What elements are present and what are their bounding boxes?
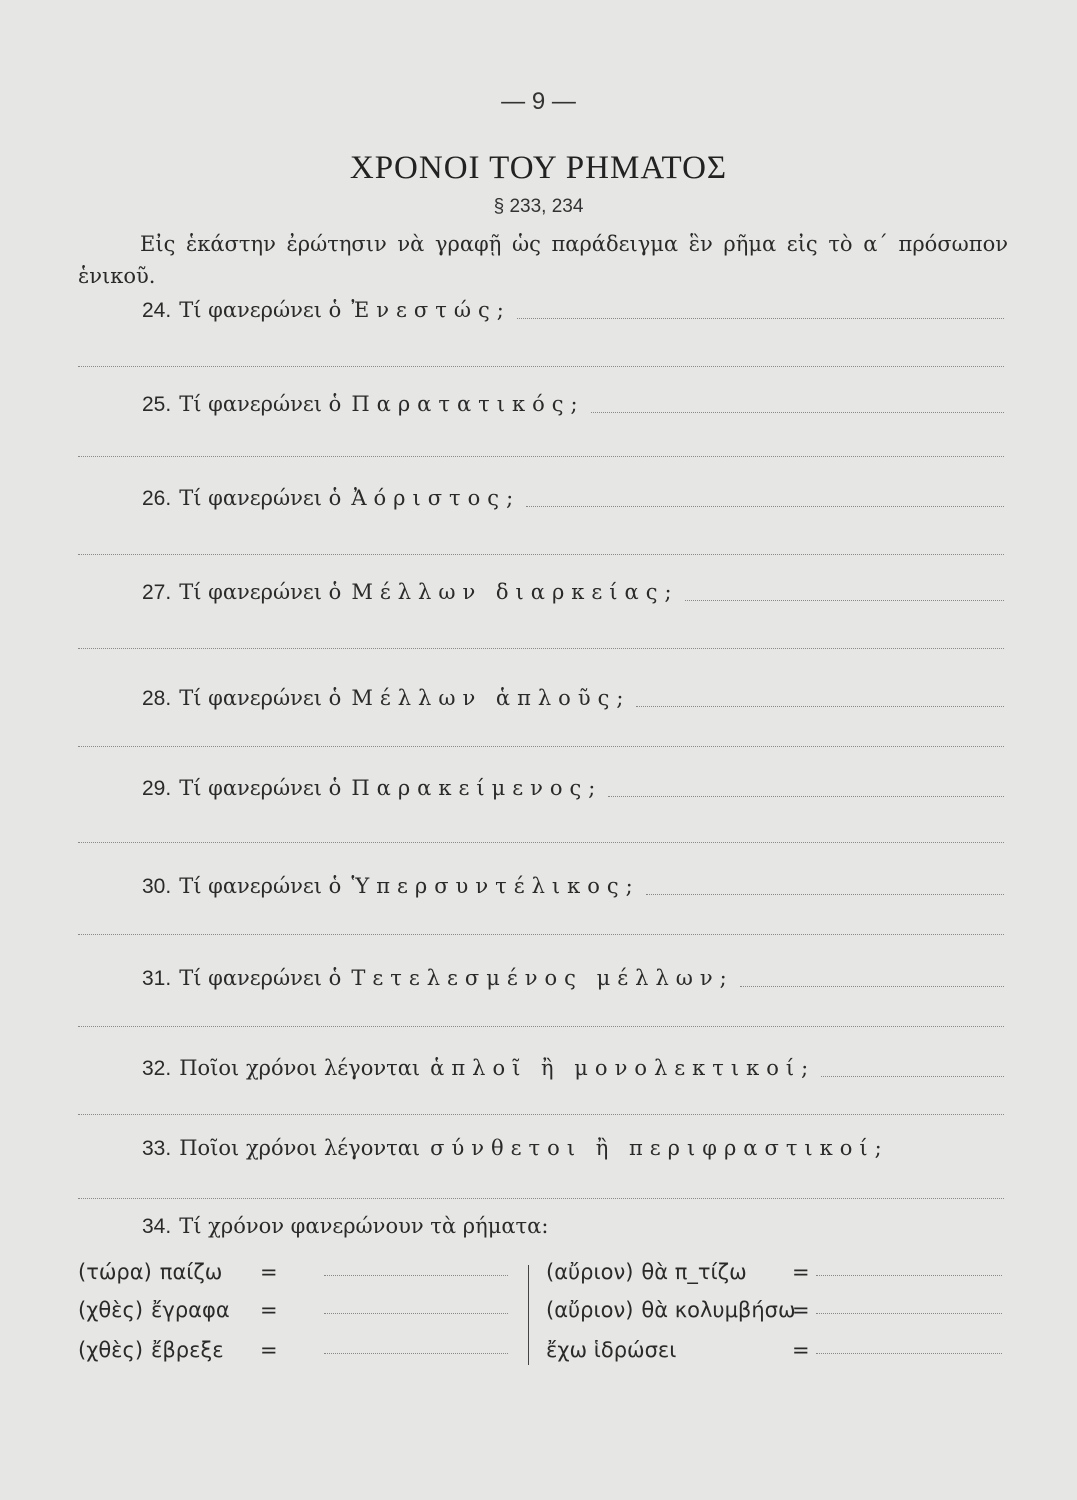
example-row — [78, 1260, 508, 1284]
time-hint: (αὔριον) — [546, 1298, 634, 1322]
answer-blank[interactable] — [685, 599, 1004, 601]
answer-blank[interactable] — [324, 1274, 508, 1276]
answer-blank[interactable] — [816, 1274, 1002, 1276]
example-row — [78, 1338, 508, 1362]
question-term: σύνθετοι ἢ περιφραστικοί; — [430, 1136, 889, 1160]
answer-blank[interactable] — [636, 705, 1004, 707]
question-number: 34. — [142, 1215, 172, 1238]
page-title: ΧΡΟΝΟΙ ΤΟΥ ΡΗΜΑΤΟΣ — [349, 150, 728, 186]
question-number: 24. — [142, 299, 172, 322]
question-term: Ὑπερσυντέλικος; — [351, 874, 640, 898]
example-verb: θὰ π_τίζω — [641, 1260, 747, 1284]
example-verb: παίζω — [159, 1260, 223, 1284]
answer-blank[interactable] — [740, 985, 1004, 987]
question-term: Μέλλων διαρκείας; — [351, 580, 679, 604]
instructions: Εἰς ἑκάστην ἐρώτησιν νὰ γραφῇ ὡς παράδειγμα ἓν ρῆμα εἰς τὸ α΄ πρόσωπον ἑνικοῦ. — [78, 232, 1008, 288]
question-33 — [142, 1136, 1004, 1161]
answer-blank[interactable] — [526, 505, 1004, 507]
equals-sign: = — [792, 1260, 810, 1284]
time-hint: (τώρα) — [78, 1260, 152, 1284]
equals-sign: = — [260, 1298, 278, 1322]
question-28 — [142, 686, 1004, 711]
time-hint: (αὔριον) — [546, 1260, 634, 1284]
question-26 — [142, 486, 1004, 511]
answer-line[interactable] — [78, 1114, 1004, 1115]
question-text: Τί χρόνον φανερώνουν τὰ ρήματα: — [179, 1214, 549, 1238]
example-verb: ἔχω ἱδρώσει — [546, 1338, 677, 1362]
answer-line[interactable] — [78, 554, 1004, 555]
question-text: Ποῖοι χρόνοι λέγονται — [179, 1056, 421, 1080]
question-31 — [142, 966, 1004, 991]
example-row — [546, 1338, 1002, 1362]
answer-blank[interactable] — [821, 1075, 1004, 1077]
question-term: Ἀόριστος; — [351, 486, 521, 510]
answer-line[interactable] — [78, 746, 1004, 747]
question-24 — [142, 298, 1004, 323]
answer-blank[interactable] — [324, 1352, 508, 1354]
question-25 — [142, 392, 1004, 417]
answer-blank[interactable] — [591, 411, 1004, 413]
question-text: Τί φανερώνει ὁ — [179, 580, 342, 604]
answer-blank[interactable] — [816, 1352, 1002, 1354]
question-29 — [142, 776, 1004, 801]
example-row — [78, 1298, 508, 1322]
equals-sign: = — [260, 1338, 278, 1362]
question-term: Μέλλων ἁπλοῦς; — [351, 686, 631, 710]
time-hint: (χθὲς) — [78, 1338, 144, 1362]
question-number: 25. — [142, 393, 172, 416]
question-text: Τί φανερώνει ὁ — [179, 298, 342, 322]
answer-line[interactable] — [78, 934, 1004, 935]
question-32 — [142, 1056, 1004, 1081]
question-text: Τί φανερώνει ὁ — [179, 966, 342, 990]
question-text: Τί φανερώνει ὁ — [179, 486, 342, 510]
question-term: Παρατατικός; — [351, 392, 585, 416]
question-number: 32. — [142, 1057, 172, 1080]
question-27 — [142, 580, 1004, 605]
section-reference: § 233, 234 — [493, 196, 584, 217]
example-row — [546, 1298, 1002, 1322]
question-text: Τί φανερώνει ὁ — [179, 392, 342, 416]
question-term: Παρακείμενος; — [351, 776, 603, 800]
answer-line[interactable] — [78, 1026, 1004, 1027]
equals-sign: = — [792, 1298, 810, 1322]
question-number: 31. — [142, 967, 172, 990]
equals-sign: = — [792, 1338, 810, 1362]
answer-line[interactable] — [78, 842, 1004, 843]
question-term: ἁπλοῖ ἢ μονολεκτικοί; — [430, 1056, 816, 1080]
question-number: 33. — [142, 1137, 172, 1160]
question-term: Τετελεσμένος μέλλων; — [351, 966, 734, 990]
answer-blank[interactable] — [608, 795, 1004, 797]
question-text: Ποῖοι χρόνοι λέγονται — [179, 1136, 421, 1160]
question-term: Ἐνεστώς; — [351, 298, 511, 322]
question-number: 26. — [142, 487, 172, 510]
example-row — [546, 1260, 1002, 1284]
answer-blank[interactable] — [646, 893, 1004, 895]
answer-blank[interactable] — [517, 317, 1004, 319]
question-number: 28. — [142, 687, 172, 710]
example-verb: ἔβρεξε — [151, 1338, 224, 1362]
page-number: — 9 — — [501, 88, 576, 115]
example-verb: ἔγραφα — [151, 1298, 230, 1322]
question-number: 29. — [142, 777, 172, 800]
answer-line[interactable] — [78, 366, 1004, 367]
question-number: 30. — [142, 875, 172, 898]
question-30 — [142, 874, 1004, 899]
column-divider — [528, 1265, 529, 1365]
time-hint: (χθὲς) — [78, 1298, 144, 1322]
answer-blank[interactable] — [816, 1312, 1002, 1314]
answer-line[interactable] — [78, 456, 1004, 457]
answer-blank[interactable] — [324, 1312, 508, 1314]
question-text: Τί φανερώνει ὁ — [179, 874, 342, 898]
question-number: 27. — [142, 581, 172, 604]
example-verb: θὰ κολυμβήσω — [641, 1298, 796, 1322]
answer-line[interactable] — [78, 648, 1004, 649]
answer-line[interactable] — [78, 1198, 1004, 1199]
question-text: Τί φανερώνει ὁ — [179, 776, 342, 800]
question-text: Τί φανερώνει ὁ — [179, 686, 342, 710]
question-34 — [142, 1214, 558, 1239]
equals-sign: = — [260, 1260, 278, 1284]
